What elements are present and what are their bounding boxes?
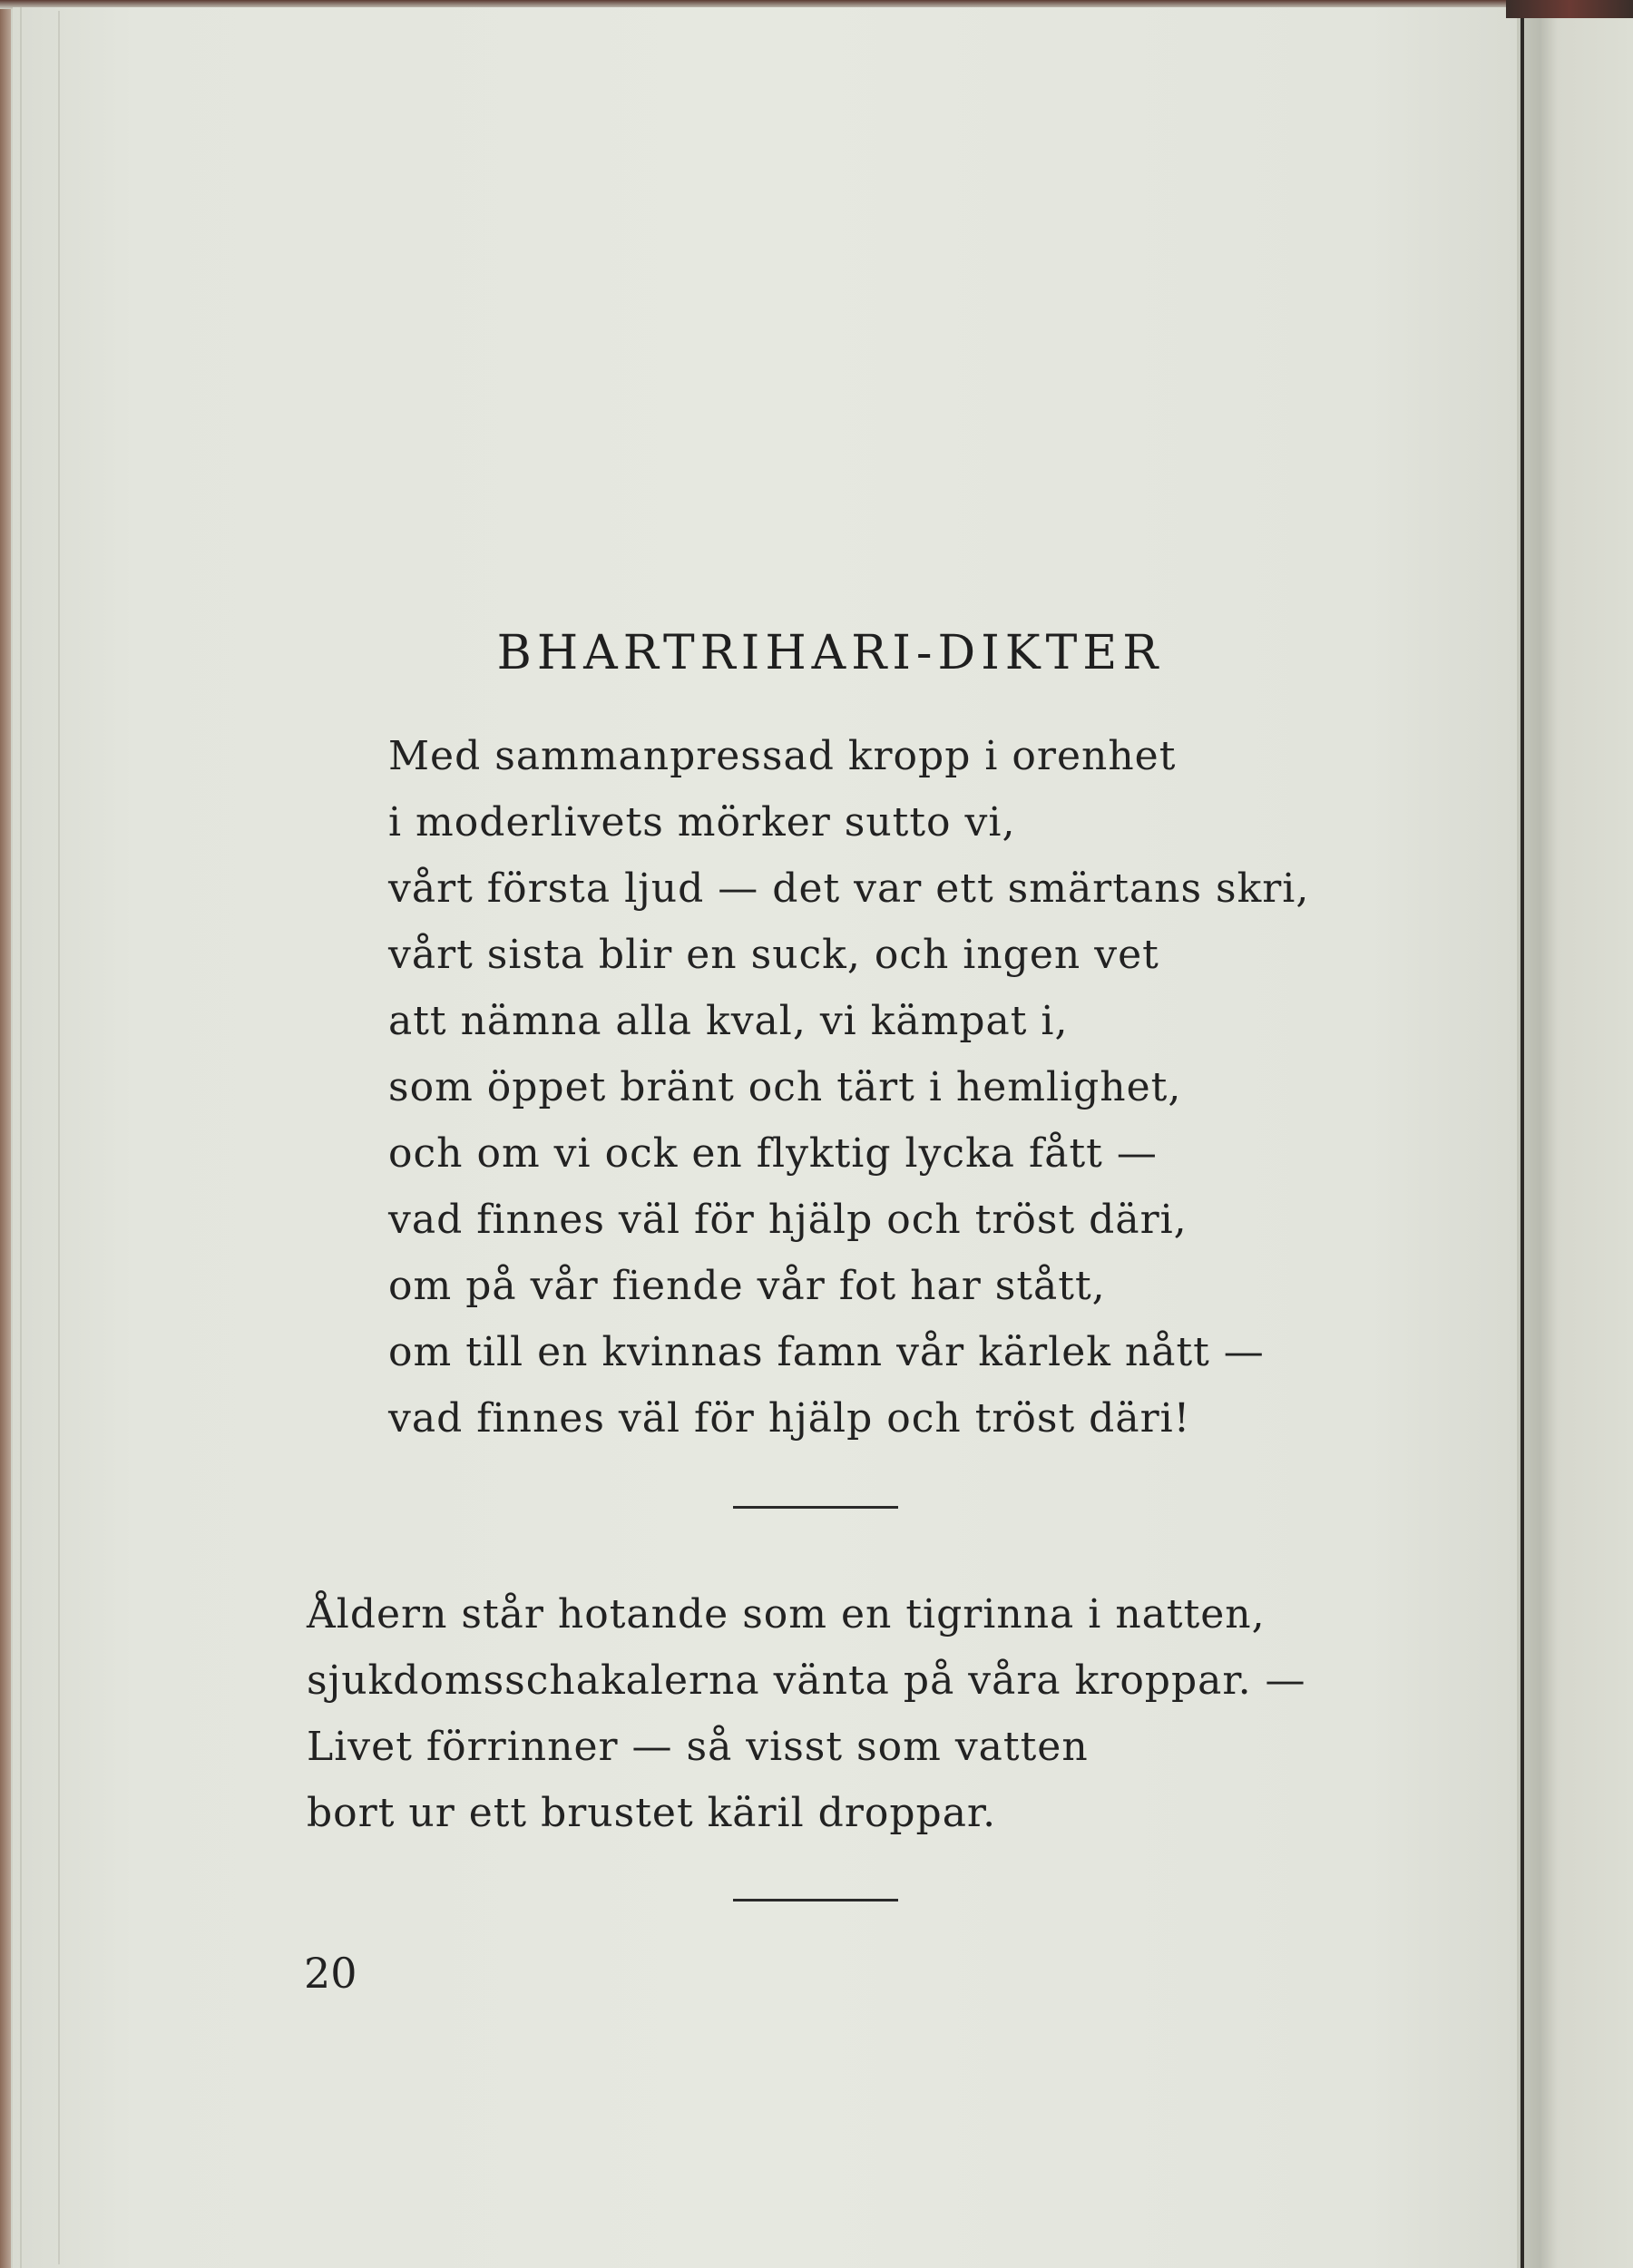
- verse-line: Åldern står hotande som en tigrinna i natten,: [307, 1591, 1266, 1637]
- book-spine-edge: [0, 0, 11, 2268]
- verse-line: om till en kvinnas famn vår kärlek nått —: [388, 1329, 1265, 1375]
- verse-line: vad finnes väl för hjälp och tröst däri!: [388, 1395, 1191, 1442]
- section-divider: [733, 1899, 898, 1901]
- stanza-one: [388, 723, 1309, 1452]
- cover-corner: [1506, 0, 1633, 18]
- verse-line: om på vår fiende vår fot har stått,: [388, 1263, 1106, 1309]
- poem-title: BHARTRIHARI-DIKTER: [496, 625, 1164, 680]
- verse-line: vårt sista blir en suck, och ingen vet: [388, 932, 1159, 978]
- verse-line: som öppet bränt och tärt i hemlighet,: [388, 1064, 1182, 1110]
- verse-line: Livet förrinner — så visst som vatten: [307, 1724, 1089, 1770]
- verse-line: vårt första ljud — det var ett smärtans skri,: [388, 865, 1310, 912]
- verse-line: sjukdomsschakalerna vänta på våra kroppar. —: [307, 1657, 1306, 1704]
- verse-line: bort ur ett brustet käril droppar.: [307, 1790, 997, 1836]
- verse-line: Med sammanpressad kropp i orenhet: [388, 733, 1177, 779]
- verse-line: vad finnes väl för hjälp och tröst däri,: [388, 1197, 1188, 1243]
- facing-page-edge: [1517, 0, 1633, 2268]
- verse-line: i moderlivets mörker sutto vi,: [388, 799, 1016, 846]
- verse-line: att nämna alla kval, vi kämpat i,: [388, 998, 1069, 1044]
- page-stack-edges: [20, 7, 58, 2268]
- page-number: 20: [304, 1949, 357, 1998]
- verse-line: och om vi ock en flyktig lycka fått —: [388, 1130, 1158, 1177]
- section-divider: [733, 1506, 898, 1509]
- stanza-two: [307, 1581, 1306, 1846]
- binding-line: [1521, 0, 1524, 2268]
